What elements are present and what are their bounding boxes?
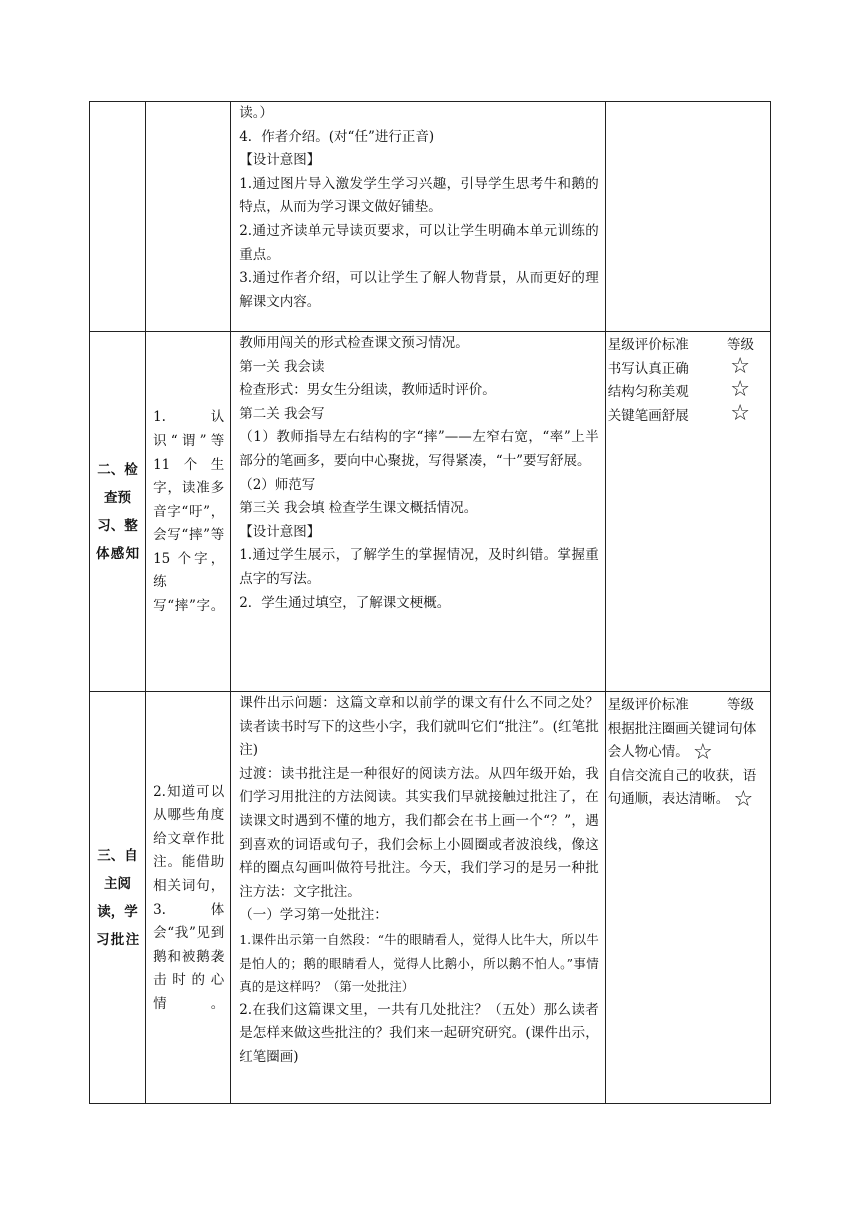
process-text: 2.在我们这篇课文里，一共有几处批注？（五处）那么读者是怎样来做这些批注的？我们来一起研究研究。(课件出示，红笔圈画) (239, 1001, 599, 1065)
table-row-preview-check (90, 332, 771, 692)
process-text: 1.通过图片导入激发学生学习兴趣，引导学生思考牛和鹅的特点，从而为学习课文做好铺垫。 (239, 175, 599, 216)
process-text: 【设计意图】 (239, 523, 321, 540)
process-text: 2.通过齐读单元导读页要求，可以让学生明确本单元训练的重点。 (239, 222, 599, 263)
level-header: 等级 (727, 697, 754, 713)
process-text: 第二关 我会写 (239, 405, 325, 422)
process-cell (231, 332, 606, 692)
process-text: 3.通过作者介绍，可以让学生了解人物背景，从而更好的理解课文内容。 (239, 270, 599, 310)
table-row-annotation-reading (90, 692, 771, 1104)
goal-text: 2.知道可以从哪些角度给文章作批注。能借助相关词句，3.体会“我”见到鹅和被鹅袭击时的心情。 (146, 692, 231, 1104)
criterion-text: 书写认真正确 (607, 360, 689, 377)
process-text: 第三关 我会填 检查学生课文概括情况。 (239, 500, 478, 517)
evaluation-header: 星级评价标准 (607, 697, 689, 713)
evaluation-header: 星级评价标准 (607, 337, 689, 353)
evaluation-cell-empty (605, 102, 770, 332)
stage-cell-empty (90, 102, 146, 332)
process-text: 过渡：读书批注是一种很好的阅读方法。从四年级开始，我们学习用批注的方法阅读。其实我们早就接触过批注了，在读课文时遇到不懂的地方，我们都会在书上画一个“？”，遇到喜欢的词语或句子，我们会标上小圆圈或者波浪线，像这样的圈点勾画叫做符号批注。今天，我们学习的是另一种批注方法：文字批注。 (239, 765, 599, 900)
process-text: 课件出示问题：这篇文章和以前学的课文有什么不同之处？读者读书时写下的这些小字，我们就叫它们“批注”。(红笔批注) (239, 695, 599, 759)
process-text: 4．作者介绍。(对“任”进行正音) (239, 128, 435, 145)
criterion-text: 自信交流自己的收获，语句通顺，表达清晰。 (607, 767, 757, 808)
process-text: 2．学生通过填空，了解课文梗概。 (239, 594, 451, 611)
table-row-intro-continued (90, 102, 771, 332)
process-text: 【设计意图】 (239, 152, 321, 169)
criterion-text: 根据批注圈画关键词句体会人物心情。 (607, 720, 757, 761)
star-icon: ☆ (733, 786, 754, 812)
star-icon: ☆ (693, 739, 713, 765)
lesson-plan-table (89, 101, 771, 1104)
star-icon: ☆ (730, 377, 750, 403)
star-icon: ☆ (730, 353, 750, 379)
process-cell (231, 692, 606, 1104)
process-text: 教师用闯关的形式检查课文预习情况。 (239, 335, 469, 351)
goal-text: 1. 认识“谓”等11个生字，读准多音字“吁”，会写“摔”等 15 个字，练写“摔”字。 (146, 332, 231, 692)
process-cell (231, 102, 606, 332)
goal-cell-empty (146, 102, 231, 332)
stage-label: 三、自主阅读，学习批注 (90, 692, 146, 1104)
process-text: 1.通过学生展示，了解学生的掌握情况，及时纠错。掌握重点字的写法。 (239, 547, 599, 587)
criterion-text: 关键笔画舒展 (607, 407, 689, 424)
process-text: （1）教师指导左右结构的字“摔”——左窄右宽，“率”上半部分的笔画多，要向中心聚拢，写得紧凑，“十”要写舒展。 (239, 429, 599, 469)
star-icon: ☆ (730, 400, 750, 426)
evaluation-cell (605, 692, 770, 1104)
evaluation-cell (605, 332, 770, 692)
criterion-text: 结构匀称美观 (607, 384, 689, 401)
process-text: 读。） (239, 105, 273, 121)
process-text: （一）学习第一处批注： (239, 907, 388, 924)
process-text: （2）师范写 (239, 476, 316, 493)
process-text: 第一关 我会读 (239, 358, 325, 375)
level-header: 等级 (727, 337, 754, 353)
process-text: 1.课件出示第一自然段：“牛的眼睛看人，觉得人比牛大，所以牛是怕人的；鹅的眼睛看人，觉得人比鹅小，所以鹅不怕人。”事情真的是这样吗？（第一处批注） (239, 931, 599, 995)
process-text: 检查形式：男女生分组读，教师适时评价。 (239, 382, 496, 399)
stage-label: 二、检查预习、整体感知 (90, 332, 146, 692)
